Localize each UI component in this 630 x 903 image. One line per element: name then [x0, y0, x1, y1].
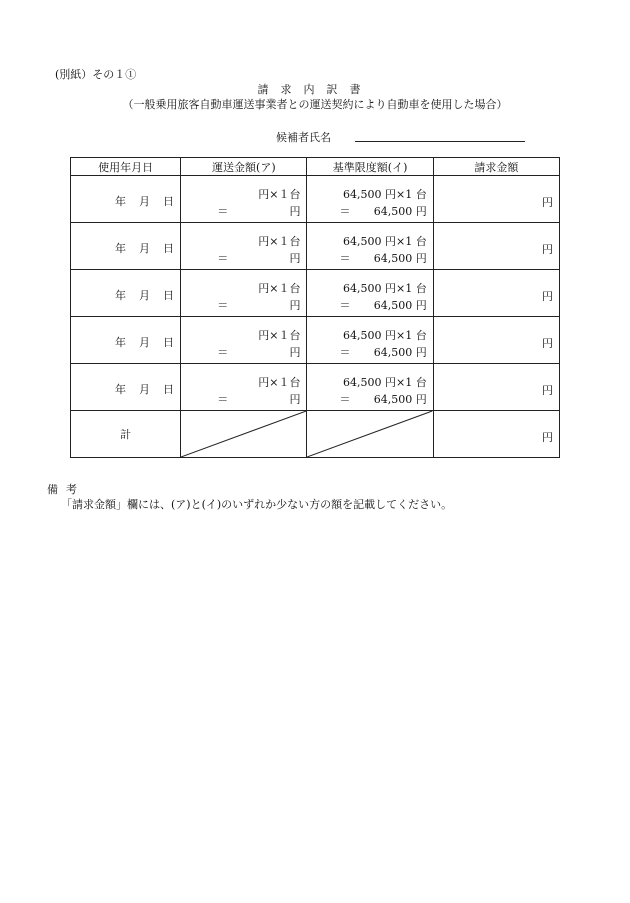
day-label: 日	[163, 336, 174, 349]
fare-amount-cell[interactable]	[181, 176, 307, 223]
header-claim-amount: 請求金額	[433, 158, 559, 176]
fare-equals: ＝	[217, 393, 229, 406]
year-label: 年	[115, 242, 126, 255]
year-label: 年	[115, 336, 126, 349]
total-label: 計	[71, 411, 181, 458]
limit-formula: 64,500 円×1 台	[343, 376, 427, 389]
claim-unit: 円	[542, 384, 553, 397]
limit-result: 64,500 円	[373, 393, 427, 406]
candidate-name-field[interactable]	[355, 141, 525, 142]
fare-result: 円	[289, 393, 301, 406]
usage-date-cell[interactable]	[71, 176, 181, 223]
fare-formula: 円×１台	[258, 188, 301, 201]
total-fare-cell-struck	[181, 411, 307, 458]
claim-amount-cell[interactable]	[433, 176, 559, 223]
table-row	[71, 317, 560, 364]
fare-amount-cell[interactable]	[181, 223, 307, 270]
limit-equals: ＝	[339, 393, 351, 406]
limit-equals: ＝	[339, 299, 351, 312]
month-label: 月	[139, 289, 150, 302]
usage-date-cell[interactable]	[71, 223, 181, 270]
candidate-name-label: 候補者氏名	[276, 131, 331, 144]
limit-equals: ＝	[339, 252, 351, 265]
fare-equals: ＝	[217, 346, 229, 359]
limit-amount-cell	[307, 223, 433, 270]
claim-amount-cell[interactable]	[433, 270, 559, 317]
total-row	[71, 411, 560, 458]
diagonal-strike-line	[307, 411, 432, 457]
limit-equals: ＝	[339, 346, 351, 359]
document-subtitle: （一般乗用旅客自動車運送事業者との運送契約により自動車を使用した場合）	[122, 98, 508, 111]
limit-result: 64,500 円	[373, 205, 427, 218]
year-label: 年	[115, 383, 126, 396]
header-limit-amount: 基準限度額(イ)	[307, 158, 433, 176]
month-label: 月	[139, 195, 150, 208]
limit-formula: 64,500 円×1 台	[343, 235, 427, 248]
fare-result: 円	[289, 252, 301, 265]
usage-date-cell[interactable]	[71, 364, 181, 411]
claim-unit: 円	[542, 431, 553, 444]
total-claim-cell[interactable]	[433, 411, 559, 458]
limit-equals: ＝	[339, 205, 351, 218]
claim-breakdown-table	[70, 157, 560, 458]
limit-amount-cell	[307, 270, 433, 317]
claim-unit: 円	[542, 196, 553, 209]
claim-amount-cell[interactable]	[433, 317, 559, 364]
limit-result: 64,500 円	[373, 252, 427, 265]
limit-formula: 64,500 円×1 台	[343, 282, 427, 295]
fare-formula: 円×１台	[258, 329, 301, 342]
claim-unit: 円	[542, 290, 553, 303]
document-reference: (別紙）その１①	[55, 68, 137, 81]
limit-amount-cell	[307, 176, 433, 223]
limit-amount-cell	[307, 364, 433, 411]
claim-amount-cell[interactable]	[433, 364, 559, 411]
document-title: 請求内訳書	[257, 83, 373, 96]
fare-formula: 円×１台	[258, 282, 301, 295]
month-label: 月	[139, 336, 150, 349]
diagonal-strike-line	[181, 411, 306, 457]
table-header-row	[71, 158, 560, 176]
header-fare-amount: 運送金額(ア)	[181, 158, 307, 176]
fare-result: 円	[289, 205, 301, 218]
claim-amount-cell[interactable]	[433, 223, 559, 270]
fare-result: 円	[289, 299, 301, 312]
fare-result: 円	[289, 346, 301, 359]
claim-unit: 円	[542, 243, 553, 256]
fare-equals: ＝	[217, 299, 229, 312]
claim-unit: 円	[542, 337, 553, 350]
day-label: 日	[163, 195, 174, 208]
fare-formula: 円×１台	[258, 235, 301, 248]
fare-equals: ＝	[217, 205, 229, 218]
limit-result: 64,500 円	[373, 299, 427, 312]
fare-amount-cell[interactable]	[181, 364, 307, 411]
limit-amount-cell	[307, 317, 433, 364]
day-label: 日	[163, 289, 174, 302]
table-row	[71, 176, 560, 223]
header-usage-date: 使用年月日	[71, 158, 181, 176]
table-row	[71, 364, 560, 411]
fare-amount-cell[interactable]	[181, 317, 307, 364]
limit-formula: 64,500 円×1 台	[343, 188, 427, 201]
year-label: 年	[115, 195, 126, 208]
table-row	[71, 223, 560, 270]
fare-amount-cell[interactable]	[181, 270, 307, 317]
note-heading: 備考	[47, 483, 85, 496]
limit-result: 64,500 円	[373, 346, 427, 359]
limit-formula: 64,500 円×1 台	[343, 329, 427, 342]
note-text: 「請求金額」欄には、(ア)と(イ)のいずれか少ない方の額を記載してください。	[61, 498, 453, 511]
day-label: 日	[163, 383, 174, 396]
usage-date-cell[interactable]	[71, 270, 181, 317]
table-row	[71, 270, 560, 317]
fare-formula: 円×１台	[258, 376, 301, 389]
fare-equals: ＝	[217, 252, 229, 265]
usage-date-cell[interactable]	[71, 317, 181, 364]
month-label: 月	[139, 383, 150, 396]
month-label: 月	[139, 242, 150, 255]
day-label: 日	[163, 242, 174, 255]
year-label: 年	[115, 289, 126, 302]
total-limit-cell-struck	[307, 411, 433, 458]
